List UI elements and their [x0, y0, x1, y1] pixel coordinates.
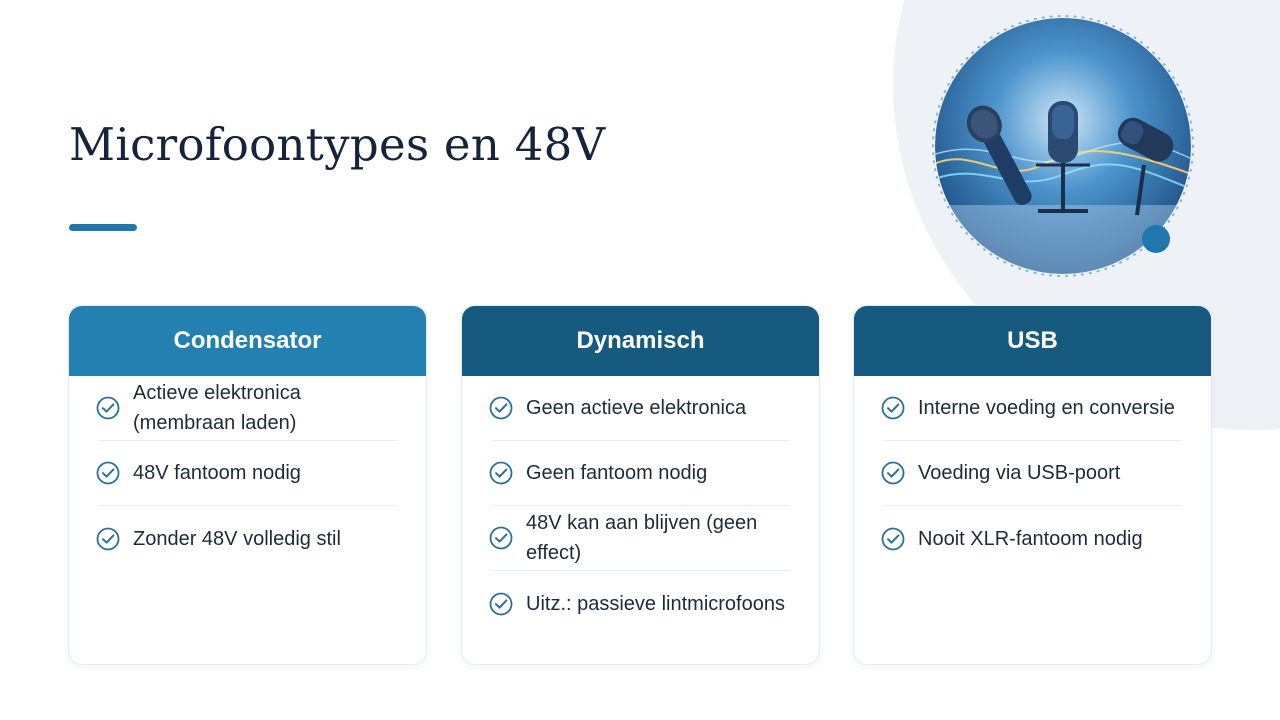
- list-item: [492, 376, 789, 441]
- page-title: Microfoontypes en 48V: [69, 118, 606, 171]
- check-circle-icon: [95, 395, 121, 421]
- list-item: [492, 506, 789, 571]
- list-item: [492, 571, 789, 636]
- decorative-dot: [1142, 225, 1170, 253]
- check-circle-icon: [880, 395, 906, 421]
- list-item-text: Geen actieve elektronica: [526, 397, 747, 419]
- card-title: Dynamisch: [462, 306, 819, 376]
- list-item-text: 48V fantoom nodig: [133, 462, 301, 484]
- list-item-text: Interne voeding en conversie: [918, 397, 1175, 419]
- card-usb: [853, 305, 1212, 665]
- list-item: [884, 441, 1181, 506]
- check-circle-icon: [488, 395, 514, 421]
- list-item-text: Voeding via USB-poort: [918, 462, 1121, 484]
- list-item: [99, 441, 396, 506]
- list-item-text: Geen fantoom nodig: [526, 462, 708, 484]
- list-item: [99, 506, 396, 571]
- check-circle-icon: [880, 460, 906, 486]
- check-circle-icon: [95, 460, 121, 486]
- list-item: [492, 441, 789, 506]
- card-dynamisch: [461, 305, 820, 665]
- card-title: USB: [854, 306, 1211, 376]
- list-item-text: 48V kan aan blijven (geen effect): [526, 512, 758, 564]
- check-circle-icon: [488, 591, 514, 617]
- list-item-text: Nooit XLR-fantoom nodig: [918, 527, 1143, 550]
- list-item-text: Uitz.: passieve lintmicrofoons: [526, 592, 785, 615]
- check-circle-icon: [488, 460, 514, 486]
- card-condensator: [68, 305, 427, 665]
- check-circle-icon: [880, 526, 906, 552]
- check-circle-icon: [95, 526, 121, 552]
- list-item: [884, 506, 1181, 571]
- card-title: Condensator: [69, 306, 426, 376]
- list-item-text: Actieve elektronica (membraan laden): [133, 382, 301, 434]
- list-item: [884, 376, 1181, 441]
- title-underline: [69, 224, 137, 231]
- check-circle-icon: [488, 525, 514, 551]
- list-item: [99, 376, 396, 441]
- list-item-text: Zonder 48V volledig stil: [133, 527, 341, 550]
